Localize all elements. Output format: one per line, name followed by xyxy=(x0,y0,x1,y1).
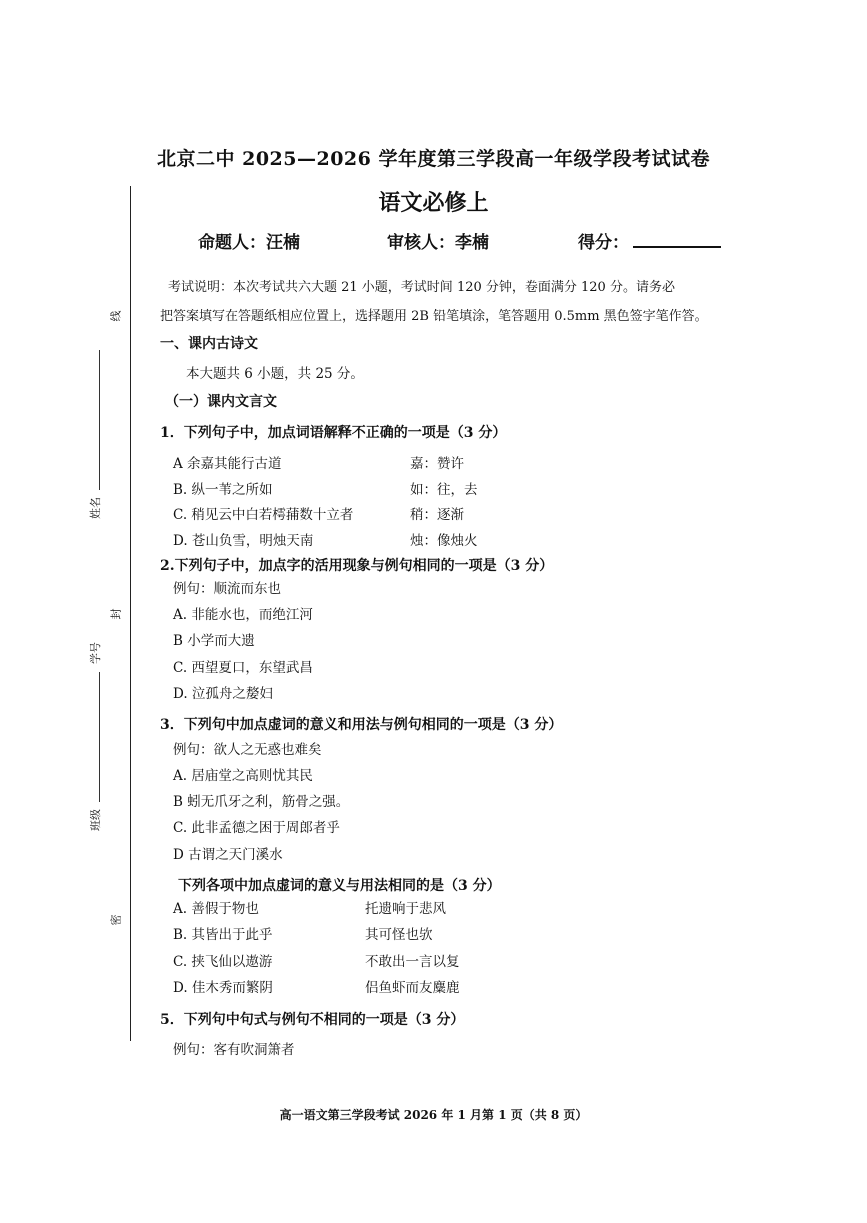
q4-option-a: A. 善假于物也 xyxy=(173,901,259,917)
section-heading: 一、课内古诗文 xyxy=(160,336,258,352)
q3-option-d: D 古谓之天门溪水 xyxy=(173,847,283,863)
q2-option-d: D. 泣孤舟之嫠妇 xyxy=(173,686,273,702)
exam-subtitle: 语文必修上 xyxy=(378,191,489,216)
q1-option-d-gloss: 烛：像烛火 xyxy=(410,533,478,549)
q1-option-a-gloss: 嘉：赞许 xyxy=(410,456,464,472)
q1-option-c: C. 稍见云中白若樗蒱数十立者 xyxy=(173,507,354,523)
margin-secret-label: 密 xyxy=(109,914,123,926)
author-label: 命题人：汪楠 xyxy=(198,233,300,253)
question-5-stem: 5．下列句中句式与例句不相同的一项是（3 分） xyxy=(160,1012,465,1028)
q3-option-b: B 蚓无爪牙之利，筋骨之强。 xyxy=(173,794,350,810)
score-field xyxy=(578,228,721,253)
question-2-stem: 2.下列句子中，加点字的活用现象与例句相同的一项是（3 分） xyxy=(160,558,554,574)
question-1-stem: 1．下列句子中，加点词语解释不正确的一项是（3 分） xyxy=(160,425,507,441)
binding-line xyxy=(130,186,131,1041)
page-footer: 高一语文第三学段考试 2026 年 1 月第 1 页（共 8 页） xyxy=(279,1108,588,1122)
q1-option-b: B. 纵一苇之所如 xyxy=(173,482,273,498)
q4-option-d: D. 佳木秀而繁阴 xyxy=(173,980,273,996)
q2-option-b: B 小学而大遗 xyxy=(173,633,255,649)
q4-option-a-pair: 托遗响于悲风 xyxy=(365,901,446,917)
q1-option-a: A 余嘉其能行古道 xyxy=(173,456,282,472)
q2-option-a: A. 非能水也，而绝江河 xyxy=(173,607,313,623)
q3-option-c: C. 此非孟德之困于周郎者乎 xyxy=(173,820,340,836)
margin-seal-label: 封 xyxy=(109,608,123,620)
question-4-stem: 下列各项中加点虚词的意义与用法相同的是（3 分） xyxy=(178,878,501,894)
exam-title: 北京二中 2025—2026 学年度第三学段高一年级学段考试试卷 xyxy=(157,148,710,170)
subsection-heading: （一）课内文言文 xyxy=(165,394,277,410)
q1-option-c-gloss: 稍：逐渐 xyxy=(410,507,464,523)
q4-option-d-pair: 侣鱼虾而友麋鹿 xyxy=(365,980,460,996)
q3-example: 例句：欲人之无惑也难矣 xyxy=(173,742,322,758)
margin-class-label: 班级 xyxy=(89,809,102,831)
q5-example: 例句：客有吹洞箫者 xyxy=(173,1042,295,1058)
q4-option-b-pair: 其可怪也欤 xyxy=(365,927,433,943)
q1-option-d: D. 苍山负雪，明烛天南 xyxy=(173,533,314,549)
q1-option-b-gloss: 如：往，去 xyxy=(410,482,478,498)
q4-option-b: B. 其皆出于此乎 xyxy=(173,927,273,943)
q2-option-c: C. 西望夏口，东望武昌 xyxy=(173,660,313,676)
margin-line-label: 线 xyxy=(109,310,123,322)
reviewer-label: 审核人：李楠 xyxy=(387,233,489,253)
q2-example: 例句：顺流而东也 xyxy=(173,581,281,597)
instructions-line-2: 把答案填写在答题纸相应位置上，选择题用 2B 铅笔填涂，笔答题用 0.5mm 黑色签字笔作答。 xyxy=(160,309,708,324)
name-blank xyxy=(99,350,100,490)
score-blank xyxy=(633,232,721,248)
instructions-line-1: 考试说明：本次考试共六大题 21 小题，考试时间 120 分钟，卷面满分 120 分。请务必 xyxy=(168,280,675,295)
q3-option-a: A. 居庙堂之高则忧其民 xyxy=(173,768,313,784)
q4-option-c: C. 挟飞仙以遨游 xyxy=(173,954,273,970)
score-label: 得分： xyxy=(578,233,629,253)
margin-id-label: 学号 xyxy=(89,642,102,664)
section-description: 本大题共 6 小题，共 25 分。 xyxy=(186,366,364,382)
q4-option-c-pair: 不敢出一言以复 xyxy=(365,954,460,970)
margin-name-label: 姓名 xyxy=(89,497,102,519)
question-3-stem: 3．下列句中加点虚词的意义和用法与例句相同的一项是（3 分） xyxy=(160,717,563,733)
id-blank xyxy=(99,672,100,802)
